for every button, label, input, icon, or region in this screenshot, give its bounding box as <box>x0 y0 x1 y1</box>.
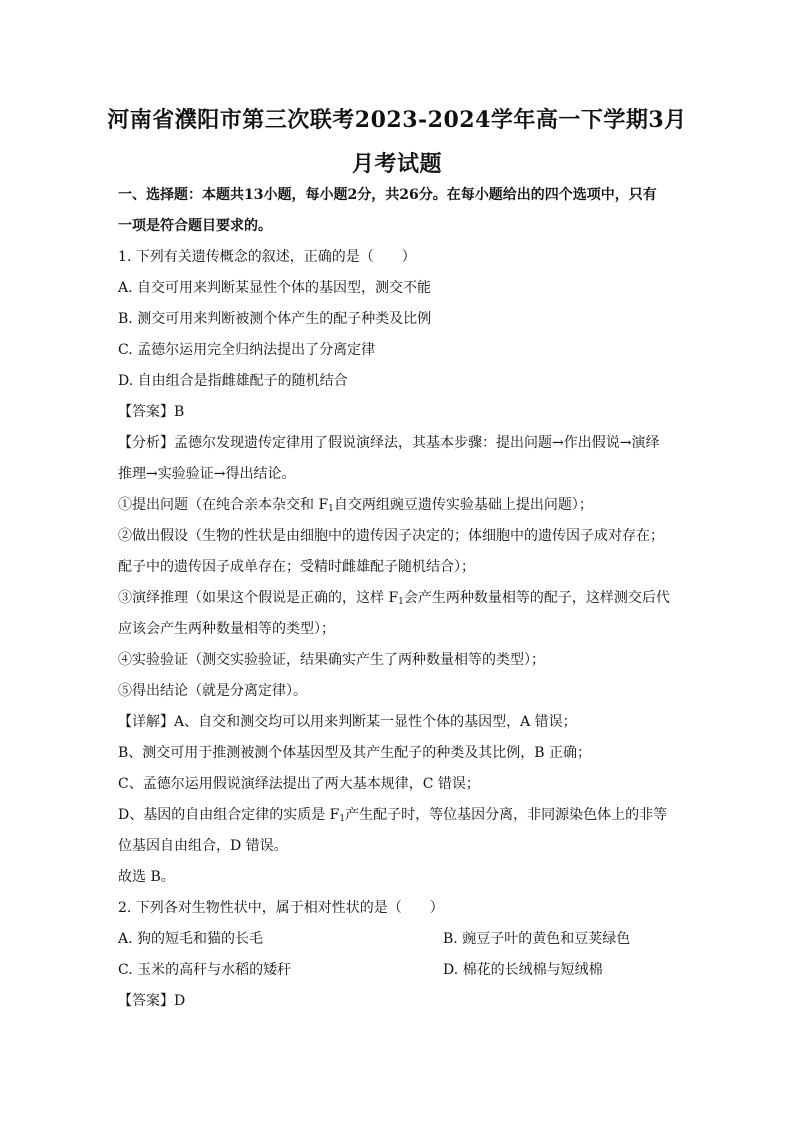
analysis-step-3-cont: 应该会产生两种数量相等的类型）； <box>118 621 335 637</box>
question-2-options-row-1 <box>118 928 683 959</box>
detail-line-1: 【详解】A、自交和测交均可以用来判断某一显性个体的基因型，A 错误； <box>118 714 577 730</box>
question-1-option-a: A. 自交可用来判断某显性个体的基因型，测交不能 <box>118 280 432 296</box>
analysis-step-3: ③演绎推理（如果这个假说是正确的，这样 $F_1$会产生两种数量相等的配子，这样测交后代 <box>118 590 670 607</box>
question-1-option-c: C. 孟德尔运用完全归纳法提出了分离定律 <box>118 342 376 358</box>
question-2-stem: 2. 下列各对生物性状中，属于相对性状的是（ ） <box>118 900 444 916</box>
question-2-answer: 【答案】D <box>118 993 186 1009</box>
question-1-option-d: D. 自由组合是指雌雄配子的随机结合 <box>118 373 348 389</box>
analysis-step-1: ①提出问题（在纯合亲本杂交和 $F_1$自交两组豌豆遗传实验基础上提出问题）； <box>118 497 593 514</box>
analysis-line-1: 【分析】孟德尔发现遗传定律用了假说演绎法，其基本步骤：提出问题→作出假说→演绎 <box>118 435 660 451</box>
doc-title-line2: 月考试题 <box>351 151 442 177</box>
detail-line-3: C、孟德尔运用假说演绎法提出了两大基本规律，C 错误； <box>118 776 480 792</box>
detail-line-5: 位基因自由组合，D 错误。 <box>118 838 288 854</box>
analysis-step-5: ⑤得出结论（就是分离定律）。 <box>118 683 307 699</box>
detail-line-4: D、基因的自由组合定律的实质是 $F_1$产生配子时，等位基因分离，非同源染色体上的非等 <box>118 807 668 824</box>
analysis-step-2: ②做出假设（生物的性状是由细胞中的遗传因子决定的；体细胞中的遗传因子成对存在； <box>118 528 664 544</box>
analysis-line-2: 推理→实验验证→得出结论。 <box>118 466 296 482</box>
question-1-conclusion: 故选 B。 <box>118 869 175 885</box>
question-1-answer: 【答案】B <box>118 404 185 420</box>
analysis-step-4: ④实验验证（测交实验验证，结果确实产生了两种数量相等的类型）； <box>118 652 545 668</box>
question-2-option-b: B. 豌豆子叶的黄色和豆荚绿色 <box>443 931 631 947</box>
doc-body <box>118 184 683 1021</box>
question-2-option-a: A. 狗的短毛和猫的长毛 <box>118 931 264 947</box>
section-heading-cont: 一项是符合题目要求的。 <box>118 218 272 234</box>
question-1-option-b: B. 测交可用来判断被测个体产生的配子种类及比例 <box>118 311 432 327</box>
question-2-option-c: C. 玉米的高秆与水稻的矮秆 <box>118 962 292 978</box>
question-2-options-row-2 <box>118 959 683 990</box>
section-heading: 一、选择题：本题共13小题，每小题2分，共26分。在每小题给出的四个选项中，只有 <box>118 187 657 203</box>
detail-line-2: B、测交可用于推测被测个体基因型及其产生配子的种类及其比例，B 正确； <box>118 745 592 761</box>
question-2-option-d: D. 棉花的长绒棉与短绒棉 <box>443 962 603 978</box>
doc-title-line1: 河南省濮阳市第三次联考2023-2024学年高一下学期3月 <box>107 107 687 133</box>
question-1-stem: 1. 下列有关遗传概念的叙述，正确的是（ ） <box>118 249 416 265</box>
analysis-step-2-cont: 配子中的遗传因子成单存在；受精时雌雄配子随机结合）； <box>118 559 475 575</box>
